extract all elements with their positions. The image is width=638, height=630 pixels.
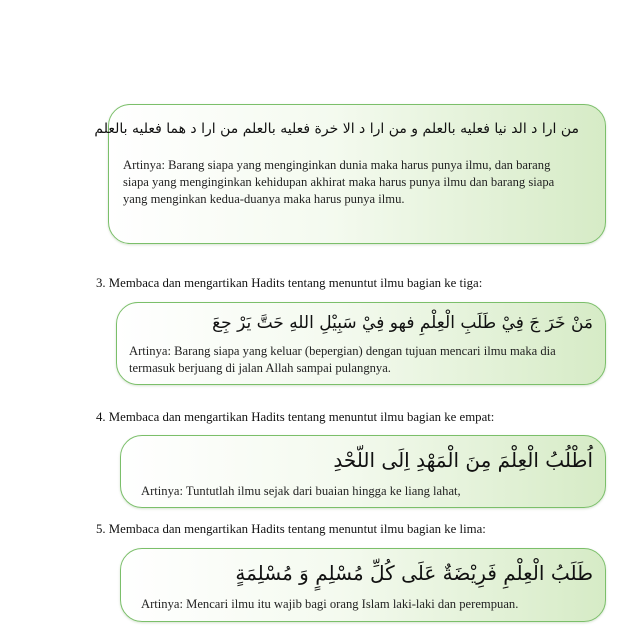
hadith-5-meaning: Artinya: Mencari ilmu itu wajib bagi orang Islam laki-laki dan perempuan. bbox=[141, 597, 519, 611]
hadith-1-card bbox=[94, 104, 606, 244]
hadith-3-card bbox=[116, 302, 606, 385]
hadith-1-meaning: Artinya: Barang siapa yang menginginkan dunia maka harus punya ilmu, dan barang siapa yang menginginkan kehidupan akhirat maka harus punya ilmu dan barang siapa yang menginkan kedua-duanya maka harus punya ilmu. bbox=[123, 158, 555, 206]
hadith-1-arabic: من ارا د الد نيا فعليه بالعلم و من ارا د الا خرة فعليه بالعلم من ارا د هما فعليه بالعلم bbox=[94, 121, 579, 137]
hadith-3-arabic: مَنْ خَرَ جَ فِيْ طَلَبِ الْعِلْمِ فهو فِيْ سَبِيْلِ اللهِ حَتَّ يَرْ جِعَ bbox=[212, 313, 593, 333]
hadith-3-heading: 3. Membaca dan mengartikan Hadits tentang menuntut ilmu bagian ke tiga: bbox=[96, 276, 483, 290]
hadith-4-heading: 4. Membaca dan mengartikan Hadits tentang menuntut ilmu bagian ke empat: bbox=[96, 410, 495, 424]
hadith-5-heading: 5. Membaca dan mengartikan Hadits tentang menuntut ilmu bagian ke lima: bbox=[96, 522, 486, 536]
hadith-4-arabic: اُطْلُبُ الْعِلْمَ مِنَ الْمَهْدِ اِلَى اللّحْدِ bbox=[333, 448, 593, 472]
hadith-3-meaning: Artinya: Barang siapa yang keluar (bepergian) dengan tujuan mencari ilmu maka dia termasuk berjuang di jalan Allah sampai pulangnya. bbox=[129, 344, 556, 375]
hadith-4-meaning: Artinya: Tuntutlah ilmu sejak dari buaian hingga ke liang lahat, bbox=[141, 484, 461, 498]
hadith-5-arabic: طَلَبُ الْعِلْمِ فَرِيْضَةٌ عَلَى كُلِّ مُسْلِمٍ وَ مُسْلِمَةٍ bbox=[235, 561, 593, 585]
hadith-5-card bbox=[120, 548, 606, 622]
hadith-4-card bbox=[120, 435, 606, 508]
